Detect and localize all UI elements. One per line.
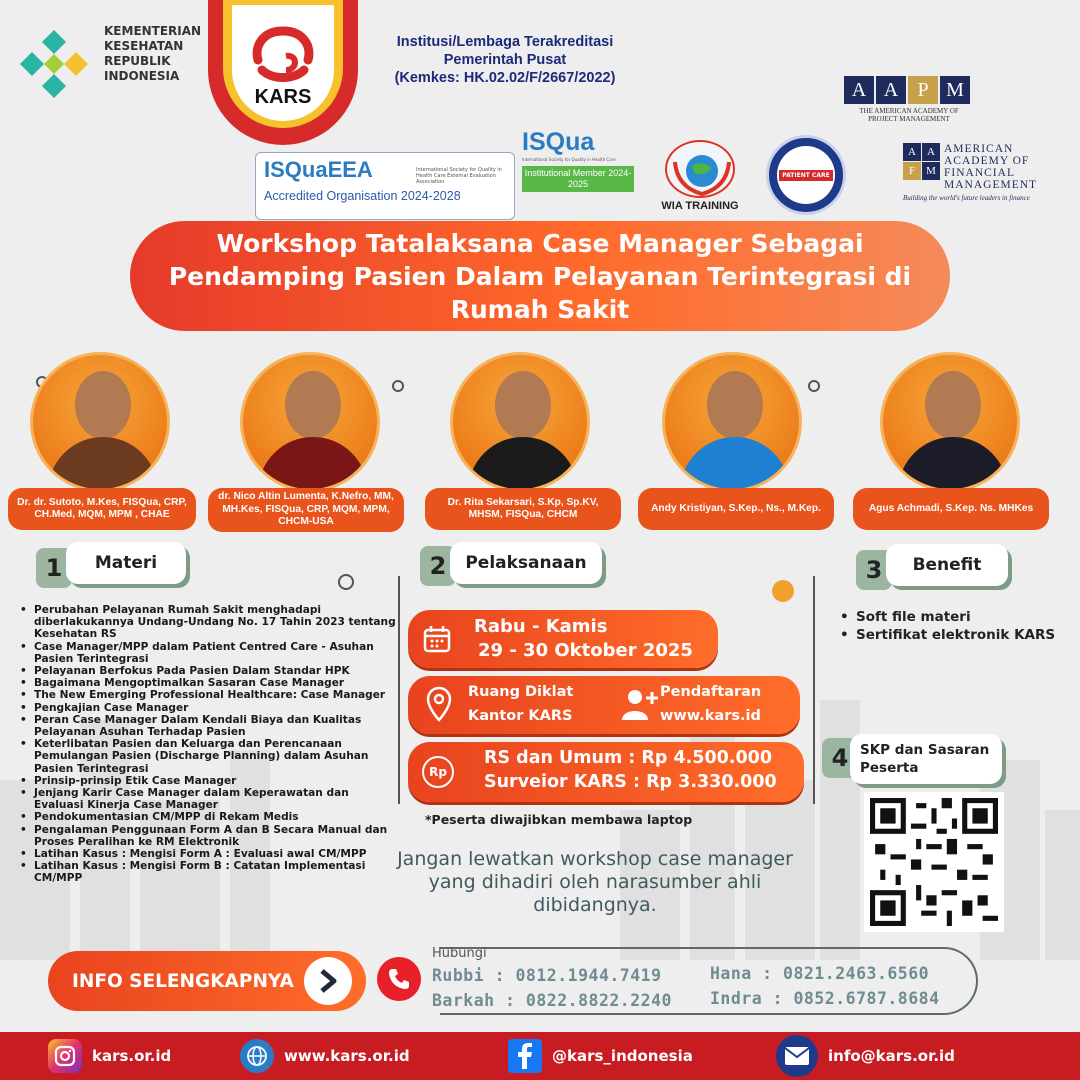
section-number: 4 bbox=[822, 738, 858, 778]
price-pill bbox=[408, 742, 804, 802]
list-item: • Prinsip-prinsip Etik Case Manager bbox=[18, 775, 398, 787]
registration-line: Pendaftaran bbox=[660, 684, 762, 700]
location-line: Kantor KARS bbox=[468, 708, 573, 724]
section-number: 3 bbox=[856, 550, 892, 590]
speaker-photo bbox=[240, 352, 380, 492]
phone-icon bbox=[377, 957, 421, 1001]
list-item: • Pengkajian Case Manager bbox=[18, 702, 398, 714]
promo-text: Jangan lewatkan workshop case manager yang dihadiri oleh narasumber ahli dibidangnya. bbox=[397, 848, 793, 916]
footer-website-label: www.kars.or.id bbox=[284, 1047, 410, 1065]
patient-centered-care-logo bbox=[766, 135, 846, 215]
list-item: • Pendokumentasian CM/MPP di Rekam Medis bbox=[18, 811, 398, 823]
footer-email[interactable] bbox=[776, 1032, 955, 1080]
section-number: 2 bbox=[420, 546, 456, 586]
workshop-title: Workshop Tatalaksana Case Manager Sebagai Pendamping Pasien Dalam Pelayanan Terintegrasi di Rumah Sakit bbox=[130, 221, 950, 331]
isquaeea-badge bbox=[255, 152, 515, 220]
aapm-logo bbox=[844, 76, 974, 123]
speaker-suit bbox=[680, 437, 790, 492]
mail-icon bbox=[776, 1035, 818, 1077]
list-item: • Latihan Kasus : Mengisi Form B : Catatan Implementasi CM/MPP bbox=[18, 860, 398, 884]
footer-email-label: info@kars.or.id bbox=[828, 1047, 955, 1065]
speaker-photo bbox=[662, 352, 802, 492]
isquaeea-brand: ISQuaEEA bbox=[264, 157, 373, 182]
schedule-dates: 29 - 30 Oktober 2025 bbox=[478, 640, 693, 661]
laptop-note: *Peserta diwajibkan membawa laptop bbox=[425, 812, 693, 827]
kemkes-logo bbox=[14, 14, 202, 104]
aapm-subtitle: THE AMERICAN ACADEMY OF PROJECT MANAGEMENT bbox=[859, 107, 959, 123]
list-item: • The New Emerging Professional Healthcare: Case Manager bbox=[18, 689, 398, 701]
contact-number[interactable]: Rubbi : 0812.1944.7419 bbox=[432, 966, 662, 985]
location-pill bbox=[408, 676, 800, 734]
kars-emblem-icon bbox=[248, 26, 318, 86]
speaker-name: Dr. dr. Sutoto, M.Kes, FISQua, CRP, CH.Med, MQM, MPM , CHAE bbox=[8, 488, 196, 530]
aapm-letter: M bbox=[940, 76, 970, 104]
isqua-badge bbox=[522, 128, 634, 192]
decorative-dot bbox=[808, 380, 820, 392]
decorative-dot bbox=[338, 574, 354, 590]
wia-training-logo bbox=[650, 140, 750, 212]
speaker-name: Agus Achmadi, S.Kep. Ns. MHKes bbox=[853, 488, 1049, 530]
list-item: • Bagaimana Mengoptimalkan Sasaran Case Manager bbox=[18, 677, 398, 689]
contact-heading: Hubungi bbox=[432, 946, 487, 961]
decorative-arc bbox=[920, 0, 1080, 150]
materi-list bbox=[18, 604, 398, 885]
decorative-dot bbox=[772, 580, 794, 602]
aafm-letter: F bbox=[903, 162, 921, 180]
aafm-logo bbox=[903, 143, 1065, 202]
location-pin-icon bbox=[426, 686, 452, 724]
divider-line bbox=[398, 576, 400, 804]
isquaeea-small-text: International Society for Quality in Health Care External Evaluation Association bbox=[416, 167, 502, 185]
aafm-name: AMERICAN ACADEMY OF FINANCIAL MANAGEMENT bbox=[944, 143, 1038, 191]
decorative-dot bbox=[392, 380, 404, 392]
footer-facebook-label: @kars_indonesia bbox=[552, 1047, 693, 1065]
speaker-suit bbox=[258, 437, 368, 492]
contact-number[interactable]: Indra : 0852.6787.8684 bbox=[710, 989, 940, 1008]
section-label-materi: Materi bbox=[66, 542, 186, 584]
list-item: • Keterlibatan Pasien dan Keluarga dan Perencanaan Pemulangan Pasien (Discharge Planning) dalam Asuhan Pasien Terintegrasi bbox=[18, 738, 398, 775]
aafm-letter: M bbox=[922, 162, 940, 180]
list-item: • Case Manager/MPP dalam Patient Centred Care - Asuhan Pasien Terintegrasi bbox=[18, 641, 398, 665]
list-item: • Jenjang Karir Case Manager dalam Keperawatan dan Evaluasi Kinerja Case Manager bbox=[18, 787, 398, 811]
wia-label: WIA TRAINING bbox=[661, 200, 739, 212]
divider-line bbox=[813, 576, 815, 804]
list-item: • Perubahan Pelayanan Rumah Sakit menghadapi diberlakukannya Undang-Undang No. 17 Tahin 2023 tentang Kesehatan RS bbox=[18, 604, 398, 641]
speaker-name: Dr. Rita Sekarsari, S.Kp, Sp.KV, MHSM, FISQua, CHCM bbox=[425, 488, 621, 530]
aapm-letter: A bbox=[876, 76, 906, 104]
contact-number[interactable]: Hana : 0821.2463.6560 bbox=[710, 964, 930, 983]
list-item: • Peran Case Manager Dalam Kendali Biaya dan Kualitas Pelayanan Asuhan Terhadap Pasien bbox=[18, 714, 398, 738]
speaker-photo bbox=[880, 352, 1020, 492]
aafm-letter: A bbox=[922, 143, 940, 161]
kemkes-text: KEMENTERIAN KESEHATAN REPUBLIK INDONESIA bbox=[104, 24, 202, 83]
add-user-icon bbox=[622, 688, 658, 722]
aafm-letter: A bbox=[903, 143, 921, 161]
facebook-icon bbox=[508, 1039, 542, 1073]
calendar-icon bbox=[422, 624, 452, 654]
accreditation-line: (Kemkes: HK.02.02/F/2667/2022) bbox=[394, 70, 616, 86]
speaker-suit bbox=[898, 437, 1008, 492]
section-label-pelaksanaan: Pelaksanaan bbox=[450, 542, 602, 584]
chevron-right-icon bbox=[304, 957, 352, 1005]
registration-link[interactable]: www.kars.id bbox=[660, 708, 761, 724]
footer-bar bbox=[0, 1032, 1080, 1080]
price-surveior: Surveior KARS : Rp 3.330.000 bbox=[484, 772, 777, 792]
kemkes-emblem-icon bbox=[14, 24, 94, 104]
footer-instagram-label: kars.or.id bbox=[92, 1047, 172, 1065]
accreditation-text bbox=[365, 33, 645, 87]
footer-website[interactable] bbox=[240, 1032, 410, 1080]
speaker-name: Andy Kristiyan, S.Kep., Ns., M.Kep. bbox=[638, 488, 834, 530]
price-rs: RS dan Umum : Rp 4.500.000 bbox=[484, 748, 773, 768]
location-line: Ruang Diklat bbox=[468, 684, 574, 700]
section-label-benefit: Benefit bbox=[886, 544, 1008, 586]
kars-label: KARS bbox=[254, 85, 312, 108]
aapm-letter: A bbox=[844, 76, 874, 104]
isqua-member: Institutional Member 2024-2025 bbox=[522, 166, 634, 192]
accreditation-line: Pemerintah Pusat bbox=[443, 52, 567, 68]
qr-code[interactable] bbox=[864, 792, 1004, 932]
footer-facebook[interactable] bbox=[508, 1032, 693, 1080]
speaker-photo bbox=[450, 352, 590, 492]
aapm-letter: P bbox=[908, 76, 938, 104]
kars-logo bbox=[208, 0, 358, 145]
globe-icon bbox=[240, 1039, 274, 1073]
list-item: • Latihan Kasus : Mengisi Form A : Evaluasi awal CM/MPP bbox=[18, 848, 398, 860]
info-button-label: INFO SELENGKAPNYA bbox=[72, 970, 294, 992]
benefit-list bbox=[840, 608, 1055, 644]
isqua-brand: ISQua bbox=[522, 128, 595, 156]
speaker-suit bbox=[48, 437, 158, 492]
schedule-days: Rabu - Kamis bbox=[474, 616, 608, 637]
list-item: • Pengalaman Penggunaan Form A dan B Secara Manual dan Proses Peralihan ke RM Elektronik bbox=[18, 824, 398, 848]
rupiah-icon: Rp bbox=[422, 756, 454, 788]
isquaeea-accredited: Accredited Organisation 2024-2028 bbox=[264, 189, 461, 203]
aafm-tagline: Building the world's future leaders in finance bbox=[903, 194, 1030, 202]
speaker-suit bbox=[468, 437, 578, 492]
globe-icon bbox=[665, 140, 735, 198]
list-item: • Sertifikat elektronik KARS bbox=[840, 626, 1055, 644]
info-selengkapnya-button[interactable] bbox=[48, 951, 366, 1011]
footer-instagram[interactable] bbox=[48, 1032, 171, 1080]
schedule-pill bbox=[408, 610, 718, 668]
contact-number[interactable]: Barkah : 0822.8822.2240 bbox=[432, 991, 672, 1010]
section-label-skp: SKP dan Sasaran Peserta bbox=[850, 734, 1002, 784]
accreditation-line: Institusi/Lembaga Terakreditasi bbox=[396, 34, 614, 50]
speaker-name: dr. Nico Altin Lumenta, K.Nefro, MM, MH.Kes, FISQua, CRP, MQM, MPM, CHCM-USA bbox=[208, 488, 404, 532]
instagram-icon bbox=[48, 1039, 82, 1073]
section-number: 1 bbox=[36, 548, 72, 588]
list-item: • Soft file materi bbox=[840, 608, 1055, 626]
speaker-photo bbox=[30, 352, 170, 492]
list-item: • Pelayanan Berfokus Pada Pasien Dalam Standar HPK bbox=[18, 665, 398, 677]
isqua-small-text: International Society for Quality in Health Care bbox=[522, 157, 616, 162]
pcc-label: PATIENT CARE bbox=[779, 170, 832, 181]
